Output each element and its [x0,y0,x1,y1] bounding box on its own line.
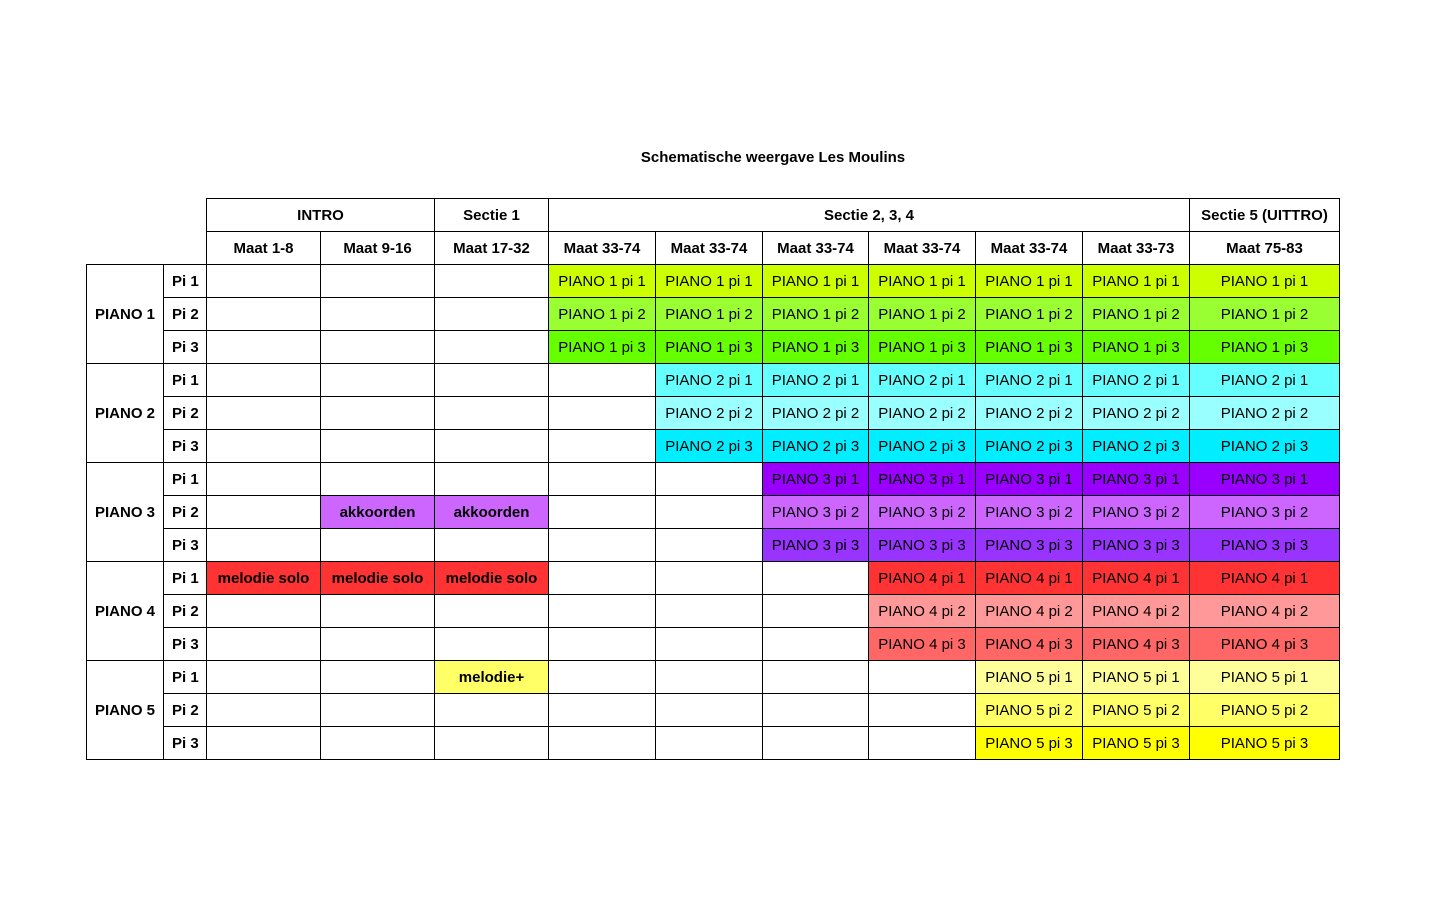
empty-cell [656,463,763,496]
measure-header: Maat 33-74 [976,232,1083,265]
empty-cell [763,595,869,628]
table-row [87,595,1340,628]
part-cell: PIANO 2 pi 3 [763,430,869,463]
part-cell: PIANO 1 pi 2 [763,298,869,331]
table-row [87,529,1340,562]
empty-cell [321,397,435,430]
section-header-sectie-5-uittro: Sectie 5 (UITTRO) [1190,199,1340,232]
row-label: Pi 2 [164,694,207,727]
empty-cell [207,661,321,694]
empty-cell [656,727,763,760]
empty-cell [656,496,763,529]
part-cell: PIANO 3 pi 2 [1190,496,1340,529]
part-cell: PIANO 1 pi 3 [1190,331,1340,364]
empty-cell [763,694,869,727]
row-label: Pi 1 [164,661,207,694]
part-cell: PIANO 5 pi 1 [976,661,1083,694]
empty-cell [549,430,656,463]
row-label: Pi 3 [164,628,207,661]
part-cell: PIANO 2 pi 3 [1190,430,1340,463]
part-cell: PIANO 2 pi 2 [656,397,763,430]
empty-cell [656,595,763,628]
part-cell: melodie solo [207,562,321,595]
part-cell: PIANO 1 pi 3 [976,331,1083,364]
table-row [87,331,1340,364]
empty-cell [207,397,321,430]
empty-cell [549,694,656,727]
row-label: Pi 3 [164,727,207,760]
empty-cell [207,496,321,529]
empty-cell [435,430,549,463]
part-cell: PIANO 1 pi 2 [656,298,763,331]
part-cell: PIANO 4 pi 1 [869,562,976,595]
table-row [87,364,1340,397]
part-cell: PIANO 4 pi 3 [869,628,976,661]
empty-cell [549,628,656,661]
measure-header: Maat 33-73 [1083,232,1190,265]
part-cell: PIANO 2 pi 3 [869,430,976,463]
row-label: Pi 1 [164,562,207,595]
schedule-table [86,198,1340,760]
part-cell: PIANO 5 pi 1 [1190,661,1340,694]
empty-cell [435,529,549,562]
measure-header-row [87,232,1340,265]
corner-cell [87,199,207,232]
part-cell: PIANO 2 pi 2 [763,397,869,430]
empty-cell [321,727,435,760]
part-cell: PIANO 1 pi 2 [869,298,976,331]
section-header-row [87,199,1340,232]
part-cell: PIANO 4 pi 1 [1083,562,1190,595]
empty-cell [763,727,869,760]
part-cell: PIANO 4 pi 3 [976,628,1083,661]
empty-cell [207,727,321,760]
part-cell: PIANO 4 pi 2 [976,595,1083,628]
part-cell: PIANO 3 pi 3 [763,529,869,562]
part-cell: PIANO 1 pi 3 [869,331,976,364]
group-label-piano-3: PIANO 3 [87,463,164,562]
empty-cell [321,463,435,496]
empty-cell [549,529,656,562]
part-cell: PIANO 1 pi 3 [763,331,869,364]
part-cell: PIANO 3 pi 2 [763,496,869,529]
part-cell: PIANO 5 pi 1 [1083,661,1190,694]
row-label: Pi 1 [164,364,207,397]
empty-cell [321,331,435,364]
part-cell: PIANO 5 pi 3 [976,727,1083,760]
measure-header: Maat 75-83 [1190,232,1340,265]
table-row [87,463,1340,496]
part-cell: PIANO 1 pi 3 [549,331,656,364]
part-cell: PIANO 3 pi 3 [869,529,976,562]
empty-cell [207,298,321,331]
page-title: Schematische weergave Les Moulins [640,149,906,166]
measure-header: Maat 33-74 [656,232,763,265]
empty-cell [435,628,549,661]
part-cell: PIANO 5 pi 3 [1083,727,1190,760]
empty-cell [435,265,549,298]
part-cell: PIANO 4 pi 3 [1190,628,1340,661]
part-cell: PIANO 2 pi 1 [869,364,976,397]
part-cell: PIANO 1 pi 1 [656,265,763,298]
table-row [87,727,1340,760]
empty-cell [207,331,321,364]
part-cell: PIANO 3 pi 2 [869,496,976,529]
measure-header: Maat 33-74 [869,232,976,265]
row-label: Pi 2 [164,496,207,529]
row-label: Pi 3 [164,529,207,562]
table-row [87,628,1340,661]
section-header-sectie-1: Sectie 1 [435,199,549,232]
part-cell: PIANO 4 pi 2 [869,595,976,628]
empty-cell [435,727,549,760]
empty-cell [207,463,321,496]
part-cell: PIANO 2 pi 2 [869,397,976,430]
empty-cell [435,694,549,727]
part-cell: PIANO 1 pi 1 [976,265,1083,298]
measure-header: Maat 9-16 [321,232,435,265]
part-cell: PIANO 2 pi 3 [1083,430,1190,463]
part-cell: PIANO 2 pi 2 [1190,397,1340,430]
table-row [87,496,1340,529]
part-cell: PIANO 2 pi 2 [976,397,1083,430]
measure-header: Maat 33-74 [763,232,869,265]
empty-cell [321,595,435,628]
empty-cell [321,298,435,331]
part-cell: PIANO 3 pi 3 [1083,529,1190,562]
part-cell: PIANO 1 pi 1 [763,265,869,298]
table-row [87,298,1340,331]
part-cell: melodie+ [435,661,549,694]
part-cell: PIANO 1 pi 2 [1083,298,1190,331]
part-cell: PIANO 4 pi 1 [976,562,1083,595]
part-cell: PIANO 2 pi 3 [976,430,1083,463]
table-row [87,397,1340,430]
part-cell: melodie solo [435,562,549,595]
empty-cell [549,364,656,397]
empty-cell [869,694,976,727]
part-cell: PIANO 1 pi 3 [1083,331,1190,364]
row-label: Pi 2 [164,298,207,331]
part-cell: PIANO 2 pi 1 [976,364,1083,397]
empty-cell [207,529,321,562]
part-cell: PIANO 2 pi 1 [1083,364,1190,397]
empty-cell [321,364,435,397]
part-cell: PIANO 1 pi 2 [549,298,656,331]
empty-cell [207,628,321,661]
part-cell: PIANO 1 pi 1 [549,265,656,298]
empty-cell [435,298,549,331]
empty-cell [435,397,549,430]
part-cell: PIANO 4 pi 2 [1083,595,1190,628]
table-row [87,430,1340,463]
row-label: Pi 1 [164,463,207,496]
empty-cell [763,562,869,595]
part-cell: PIANO 5 pi 3 [1190,727,1340,760]
empty-cell [207,364,321,397]
empty-cell [656,694,763,727]
measure-header: Maat 33-74 [549,232,656,265]
empty-cell [435,595,549,628]
row-label: Pi 2 [164,397,207,430]
empty-cell [321,430,435,463]
part-cell: akkoorden [321,496,435,529]
group-label-piano-4: PIANO 4 [87,562,164,661]
part-cell: PIANO 4 pi 1 [1190,562,1340,595]
empty-cell [435,364,549,397]
group-label-piano-1: PIANO 1 [87,265,164,364]
part-cell: PIANO 1 pi 3 [656,331,763,364]
part-cell: PIANO 1 pi 2 [976,298,1083,331]
empty-cell [656,529,763,562]
empty-cell [207,694,321,727]
corner-cell [87,232,207,265]
measure-header: Maat 17-32 [435,232,549,265]
part-cell: PIANO 1 pi 1 [1083,265,1190,298]
part-cell: PIANO 5 pi 2 [1190,694,1340,727]
empty-cell [321,265,435,298]
table-row [87,661,1340,694]
part-cell: PIANO 1 pi 1 [869,265,976,298]
part-cell: PIANO 1 pi 2 [1190,298,1340,331]
part-cell: PIANO 3 pi 2 [976,496,1083,529]
empty-cell [549,595,656,628]
table-row [87,694,1340,727]
measure-header: Maat 1-8 [207,232,321,265]
part-cell: PIANO 5 pi 2 [1083,694,1190,727]
row-label: Pi 1 [164,265,207,298]
part-cell: PIANO 2 pi 1 [656,364,763,397]
empty-cell [321,529,435,562]
empty-cell [869,661,976,694]
empty-cell [656,661,763,694]
part-cell: PIANO 3 pi 1 [1190,463,1340,496]
table-row [87,265,1340,298]
part-cell: PIANO 2 pi 3 [656,430,763,463]
empty-cell [549,397,656,430]
empty-cell [549,727,656,760]
row-label: Pi 3 [164,430,207,463]
part-cell: PIANO 3 pi 3 [1190,529,1340,562]
table-row [87,562,1340,595]
part-cell: PIANO 3 pi 1 [763,463,869,496]
row-label: Pi 2 [164,595,207,628]
empty-cell [207,265,321,298]
group-label-piano-5: PIANO 5 [87,661,164,760]
part-cell: PIANO 2 pi 1 [1190,364,1340,397]
empty-cell [321,628,435,661]
section-header-sectie-2-3-4: Sectie 2, 3, 4 [549,199,1190,232]
part-cell: PIANO 3 pi 2 [1083,496,1190,529]
empty-cell [656,562,763,595]
empty-cell [321,694,435,727]
empty-cell [549,562,656,595]
part-cell: PIANO 4 pi 2 [1190,595,1340,628]
empty-cell [321,661,435,694]
part-cell: akkoorden [435,496,549,529]
row-label: Pi 3 [164,331,207,364]
empty-cell [763,661,869,694]
part-cell: melodie solo [321,562,435,595]
empty-cell [435,331,549,364]
part-cell: PIANO 2 pi 1 [763,364,869,397]
empty-cell [763,628,869,661]
part-cell: PIANO 3 pi 1 [1083,463,1190,496]
empty-cell [549,661,656,694]
empty-cell [207,595,321,628]
part-cell: PIANO 5 pi 2 [976,694,1083,727]
section-header-intro: INTRO [207,199,435,232]
part-cell: PIANO 1 pi 1 [1190,265,1340,298]
part-cell: PIANO 4 pi 3 [1083,628,1190,661]
part-cell: PIANO 3 pi 3 [976,529,1083,562]
part-cell: PIANO 2 pi 2 [1083,397,1190,430]
empty-cell [435,463,549,496]
empty-cell [549,496,656,529]
group-label-piano-2: PIANO 2 [87,364,164,463]
empty-cell [207,430,321,463]
empty-cell [549,463,656,496]
part-cell: PIANO 3 pi 1 [869,463,976,496]
part-cell: PIANO 3 pi 1 [976,463,1083,496]
empty-cell [869,727,976,760]
empty-cell [656,628,763,661]
